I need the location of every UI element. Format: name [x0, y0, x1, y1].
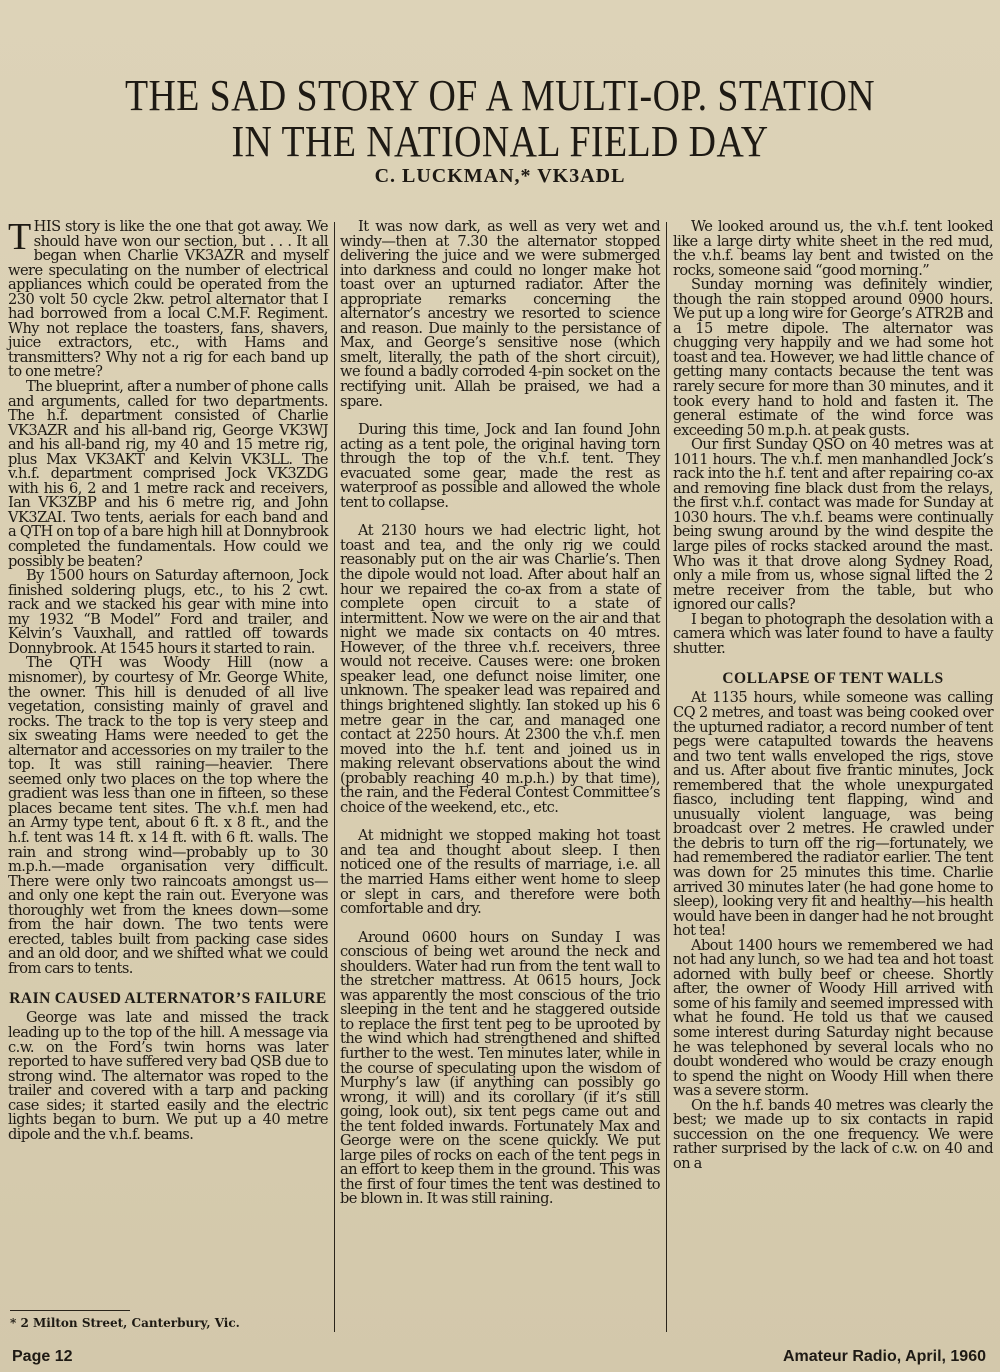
column-divider-left	[334, 222, 335, 1332]
article-column-1	[8, 216, 328, 1143]
paragraph: During this time, Jock and Ian found John acting as a tent pole, the original having torn through the top of the v.h.f. tent. They evacuated some gear, made the rest as waterproof as possible and allowed the whole tent to collapse.	[340, 421, 660, 511]
paragraph: By 1500 hours on Saturday afternoon, Jock finished soldering plugs, etc., to his 2 cwt. rack and we stacked his gear with mine into my 1932 “B Model” Ford and trailer, and Kelvin’s Vauxhall, and rattled off towards Donnybrook. At 1545 hours it started to rain.	[8, 567, 328, 657]
section-heading: COLLAPSE OF TENT WALLS	[722, 670, 944, 688]
publication-footer: Amateur Radio, April, 1960	[782, 1348, 986, 1365]
footnote-rule	[10, 1310, 130, 1311]
paragraph-text: HIS story is like the one that got away. We should have won our section, but . . . It all began when Charlie VK3AZR and myself were speculating on the number of electrical appliances which could be operated from the 230 volt 50 cycle 2kw. petrol alternator that I had borrowed from a local C.M.F. Regiment. Why not replace the toasters, fans, shavers, juice extractors, etc., with Hams and transmitters? Why not a rig for each band up to one metre?	[8, 218, 328, 381]
article-title-line-1: THE SAD STORY OF A MULTI-OP. STATION	[124, 71, 876, 120]
paragraph: It was now dark, as well as very wet and windy—then at 7.30 the alternator stopped delivering the juice and we were submerged into darkness and could no longer make hot toast over an upturned radiator. After the appropriate remarks concerning the alternator’s ancestry we resorted to science and reason. Due mainly to the persistance of Max, and George’s sensitive nose (which smelt, literally, the path of the short circuit), we found a badly corroded 4-pin socket on the rectifying unit. Allah be praised, we had a spare.	[340, 218, 660, 410]
article-title-line-2: IN THE NATIONAL FIELD DAY	[231, 117, 769, 166]
paragraph: We looked around us, the v.h.f. tent looked like a large dirty white sheet in the red mud, the v.h.f. beams lay bent and twisted on the rocks, someone said “good morning.”	[673, 218, 993, 279]
paragraph: About 1400 hours we remembered we had not had any lunch, so we had tea and hot toast adorned with bully beef or cheese. Shortly after, the owner of Woody Hill arrived with some of his family and seemed impressed with what he found. He told us that we caused some interest during Saturday night because he was telephoned by several locals who no doubt wondered who would be crazy enough to spend the night on Woody Hill when there was a severe storm.	[673, 936, 993, 1100]
paragraph: Sunday morning was definitely windier, though the rain stopped around 0900 hours. We put up a long wire for George’s ATR2B and a 15 metre dipole. The alternator was chugging very happily and we had some hot toast and tea. However, we had little chance of getting many contacts because the tent was rarely secure for more than 30 minutes, and it took every hand to hold and fasten it. The general estimate of the wind force was exceeding 50 m.p.h. at peak gusts.	[673, 276, 993, 439]
author-footnote: * 2 Milton Street, Canterbury, Vic.	[10, 1316, 240, 1330]
paragraph: Our first Sunday QSO on 40 metres was at 1011 hours. The v.h.f. men manhandled Jock’s rack into the h.f. tent and after repairing co-ax and removing fine black dust from the relays, the first v.h.f. contact was made for Sunday at 1030 hours. The v.h.f. beams were continually being swung around by the wind despite the large piles of rocks stacked around the mast. Who was it that drove along Sydney Road, only a mile from us, whose signal lifted the 2 metre receiver from the table, but who ignored our calls?	[673, 436, 993, 614]
author-byline: C. LUCKMAN,* VK3ADL	[374, 165, 626, 187]
paragraph: George was late and missed the track leading up to the top of the hill. A message via c.w. on the Ford’s twin horns was later reported to have suffered very bad QSB due to strong wind. The alternator was roped to the trailer and covered with a tarp and packing case sides; it started easily and the electric lights began to burn. We put up a 40 metre dipole and the v.h.f. beams.	[8, 1009, 328, 1143]
article-column-3	[673, 220, 993, 1171]
paragraph: Around 0600 hours on Sunday I was conscious of being wet around the neck and shoulders. Water had run from the tent wall to the stretcher mattress. At 0615 hours, Jock was apparently the most conscious of the trio sleeping in the tent and he staggered outside to replace the first tent peg to be uprooted by the wind which had strengthened and shifted further to the west. Ten minutes later, while in the course of speculating upon the wisdom of Murphy’s law (if anything can possibly go wrong, it will) and its corollary (if it’s still going, look out), six tent pegs came out and the tent folded inwards. Fortunately Max and George were on the scene quickly. We put large piles of rocks on each of the tent pegs in an effort to keep them in the ground. This was the first of four times the tent was destined to be blown in. It was still raining.	[340, 928, 660, 1208]
paragraph: At 1135 hours, while someone was calling CQ 2 metres, and toast was being cooked over the upturned radiator, a record number of tent pegs were catapulted towards the heavens and two tent walls enveloped the rigs, stove and us. After about five frantic minutes, Jock remembered that the whole unexpurgated fiasco, including tent flapping, wind and unusually violent language, was being broadcast over 2 metres. He crawled under the debris to turn off the rig—fortunately, we had remembered the radiator earlier. The tent was down for 25 minutes this time. Charlie arrived 30 minutes later (he had gone home to sleep), looking very fit and healthy—his health would have been in danger had he not brought hot tea!	[673, 689, 993, 940]
section-heading: RAIN CAUSED ALTERNATOR’S FAILURE	[9, 990, 327, 1008]
paragraph: At midnight we stopped making hot toast and tea and thought about sleep. I then noticed one of the results of marriage, i.e. all the married Hams either went home to sleep or slept in cars, and therefore were both comfortable and dry.	[340, 827, 660, 918]
paragraph: At 2130 hours we had electric light, hot toast and tea, and the only rig we could reasonably put on the air was Charlie’s. Then the dipole would not load. After about half an hour we repaired the co-ax from a state of complete open circuit to a state of intermittent. Now we were on the air and that night we made six contacts on 40 mtres. However, of the three v.h.f. receivers, three would not receive. Causes were: one broken speaker lead, one defunct noise limiter, one unknown. The speaker lead was repaired and things brightened slightly. Ian stoked up his 6 metre gear in the car, and managed one contact at 2250 hours. At 2300 the v.h.f. men moved into the h.f. tent and joined us in making relevant observations about the wind (probably reaching 40 m.p.h.) by that time), the rain, and the Federal Contest Committee’s choice of the weekend, etc., etc.	[340, 522, 660, 816]
paragraph: The blueprint, after a number of phone calls and arguments, called for two departments. The h.f. department consisted of Charlie VK3AZR and his all-band rig, George VK3WJ and his all-band rig, my 40 and 15 metre rig, plus Max VK3AKT and Kelvin VK3LL. The v.h.f. department comprised Jock VK3ZDG with his 6, 2 and 1 metre rack and receivers, Ian VK3ZBP and his 6 metre rig, and John VK3ZAI. Two tents, aerials for each band and a QTH on top of a bare high hill at Donnybrook completed the fundamentals. How could we possibly be beaten?	[8, 378, 328, 570]
paragraph: On the h.f. bands 40 metres was clearly the best; we made up to six contacts in rapid succession on the one frequency. We were rather surprised by the lack of c.w. on 40 and on a	[673, 1096, 993, 1172]
page-number: Page 12	[12, 1348, 73, 1365]
paragraph: The QTH was Woody Hill (now a misnomer), by courtesy of Mr. George White, the owner. This hill is denuded of all live vegetation, consisting mainly of gravel and rocks. The track to the top is very steep and six sweating Hams were needed to get the alternator and accessories on my trailer to the top. It was still raining—heavier. There seemed only two places on the top where the gradient was less than one in fifteen, so these places became tent sites. The v.h.f. men had an Army type tent, about 6 ft. x 8 ft., and the h.f. tent was 14 ft. x 14 ft. with 6 ft. walls. The rain and strong wind—probably up to 30 m.p.h.—made organisation very difficult. There were only two raincoats amongst us—and only one kept the rain out. Everyone was thoroughly wet from the knees down—some from the hair down. The two tents were erected, tables built from packing case sides and an old door, and we shifted what we could from cars to tents.	[8, 654, 328, 977]
paragraph: I began to photograph the desolation with a camera which was later found to have a faulty shutter.	[673, 610, 993, 657]
column-divider-right	[666, 222, 667, 1332]
paragraph	[8, 216, 328, 381]
drop-cap: T	[8, 216, 31, 258]
article-column-2	[340, 220, 660, 1207]
